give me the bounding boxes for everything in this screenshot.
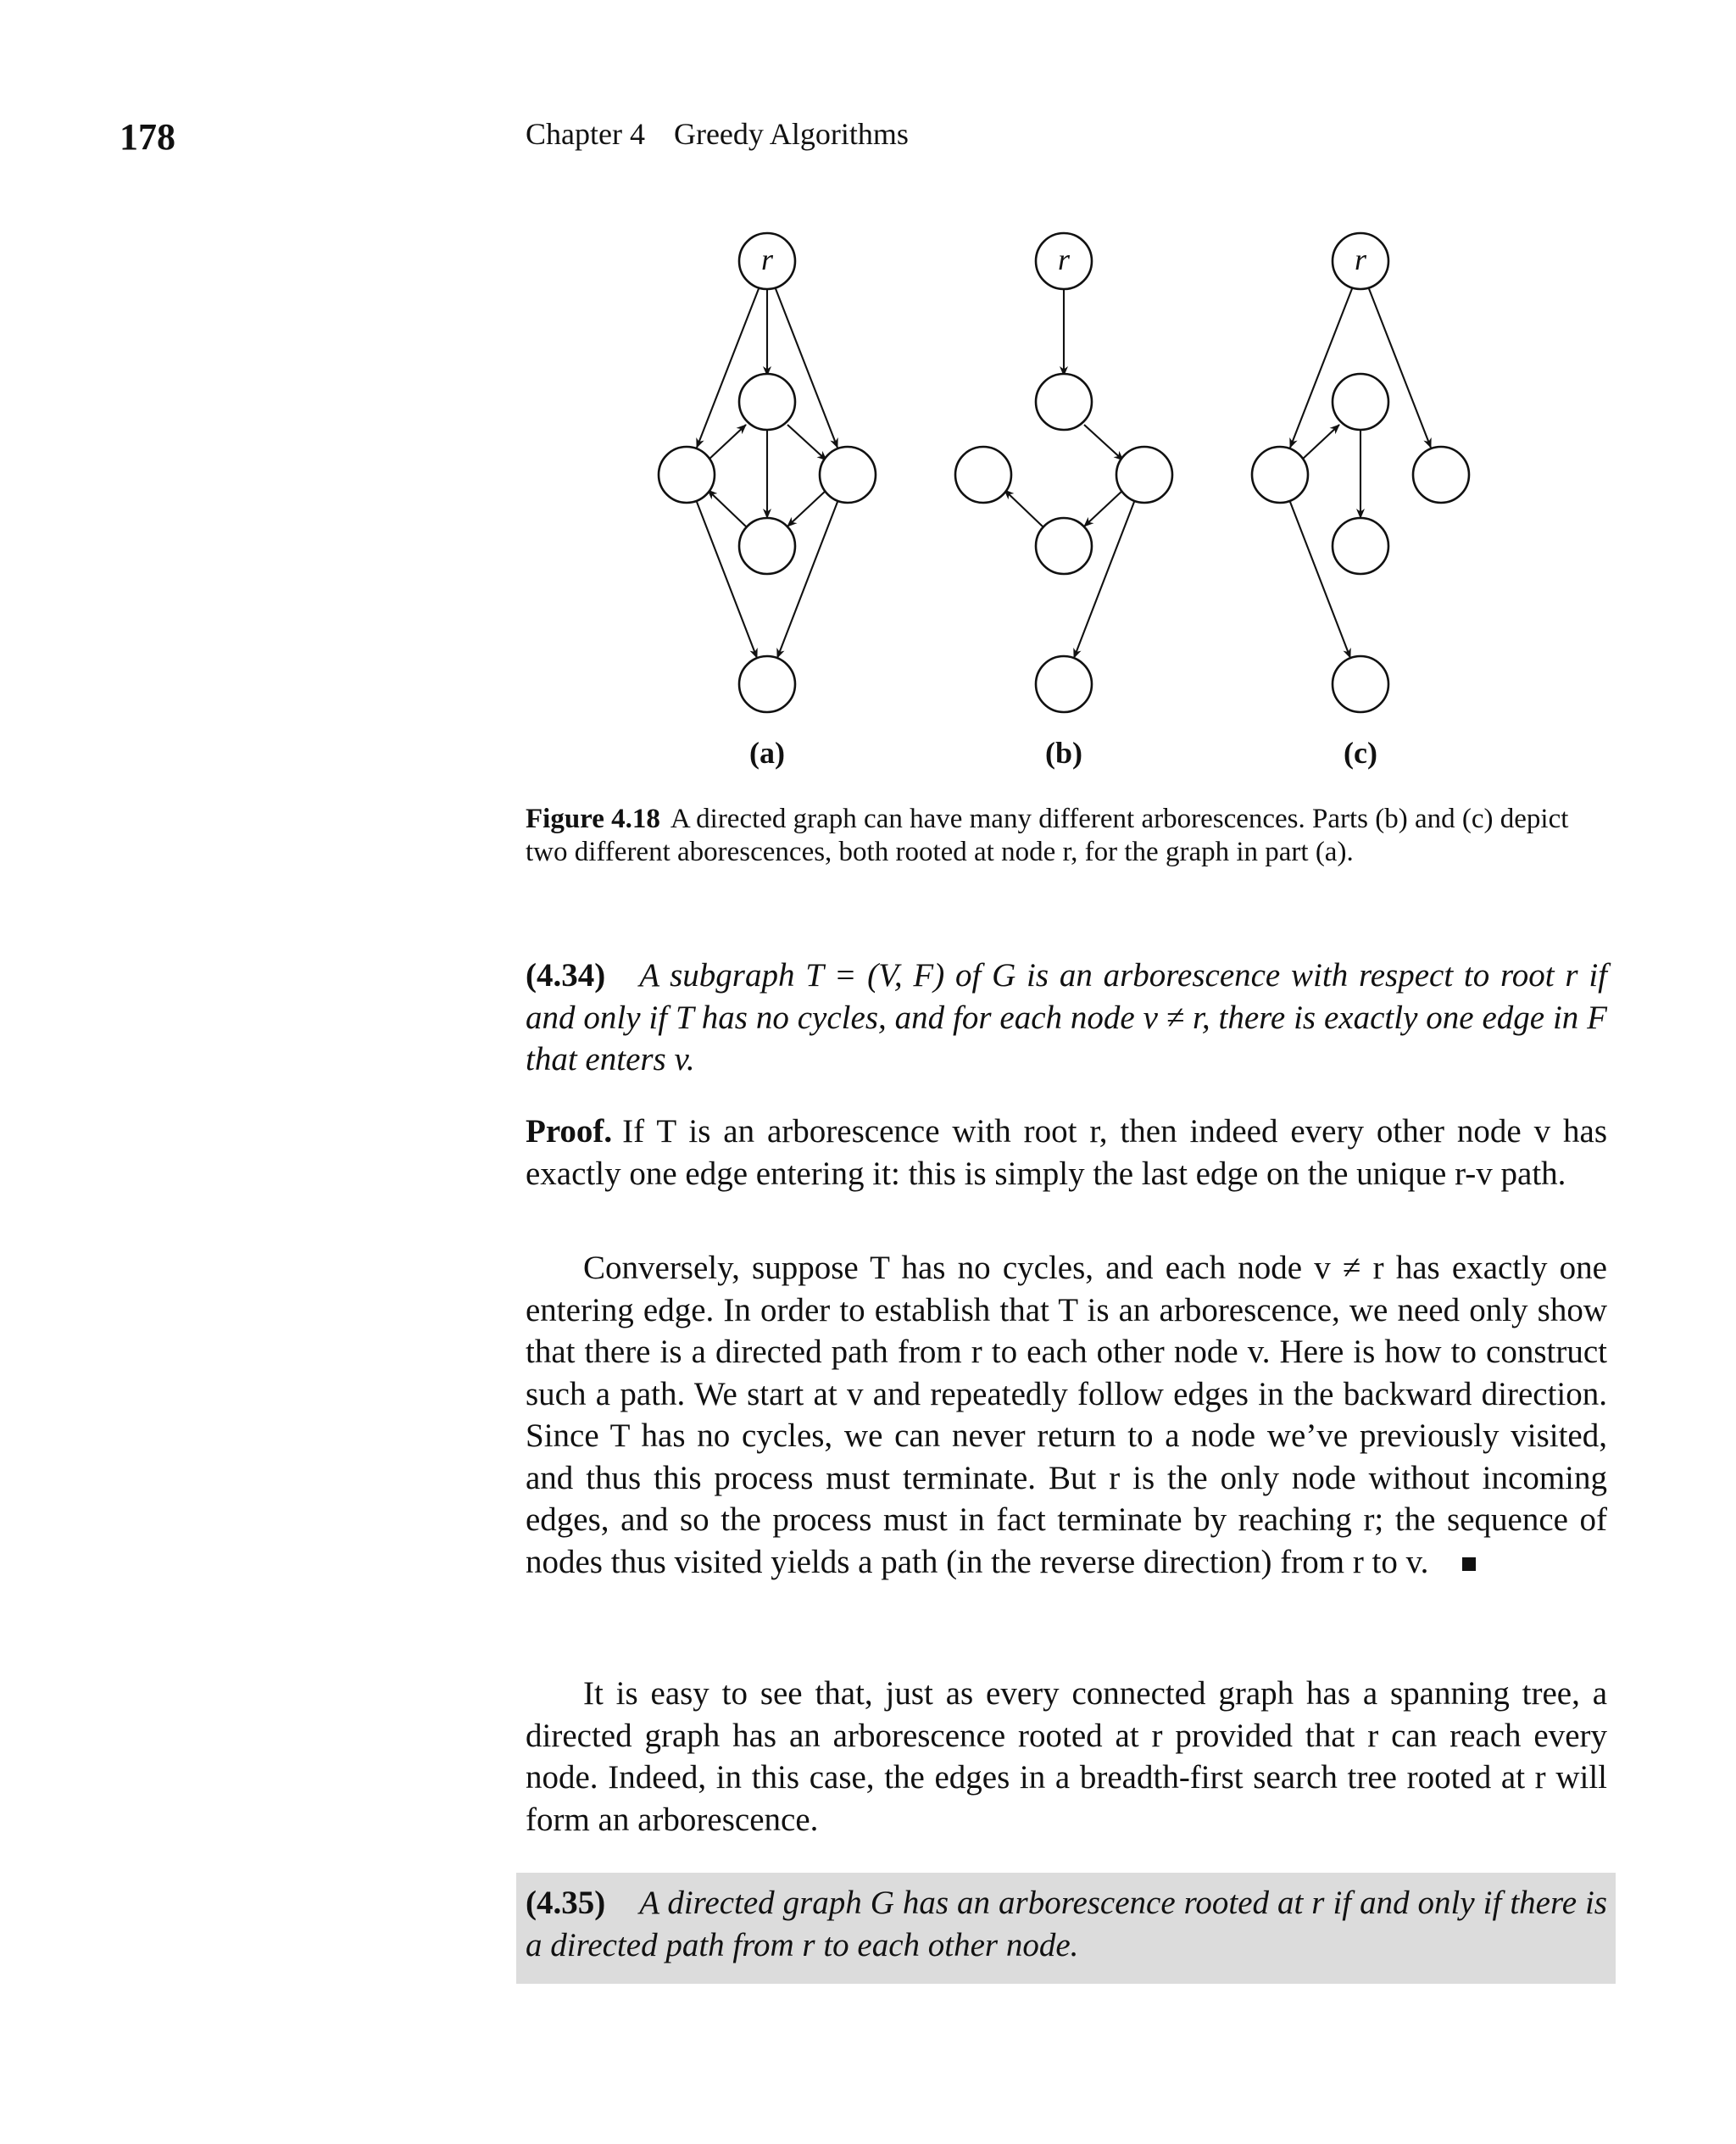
chapter-title: Greedy Algorithms <box>673 117 909 151</box>
node-c-left <box>1252 447 1308 503</box>
node-c-right <box>1413 447 1469 503</box>
statement-4-34-number: (4.34) <box>526 957 606 994</box>
node-a-right <box>820 447 876 503</box>
node-a-left <box>659 447 715 503</box>
node-b-left <box>955 447 1011 503</box>
node-c-top <box>1333 374 1388 430</box>
node-a-top <box>739 374 795 430</box>
page-number: 178 <box>120 116 175 158</box>
qed-square-icon <box>1462 1557 1476 1571</box>
panel-label-c: (c) <box>1344 736 1377 770</box>
proof-heading: Proof. <box>526 1113 613 1150</box>
proof-paragraph-1 <box>526 1111 1607 1195</box>
node-c-root-label: r <box>1354 242 1367 276</box>
figure-4-18 <box>0 0 1736 780</box>
figure-caption <box>526 803 1611 869</box>
node-a-sink <box>739 656 795 712</box>
edge-b-right-bottom <box>1084 490 1123 526</box>
edge-a-left-top <box>708 425 746 460</box>
figure-caption-label: Figure 4.18 <box>526 804 660 834</box>
edge-b-bottom-left <box>1004 490 1043 526</box>
edge-a-top-right <box>787 425 826 460</box>
statement-4-35 <box>526 1882 1607 1966</box>
statement-4-35-number: (4.35) <box>526 1885 606 1921</box>
statement-4-34 <box>526 955 1607 1081</box>
node-b-root-label: r <box>1057 242 1071 276</box>
statement-4-34-text: A subgraph T = (V, F) of G is an arborescence with respect to root r if and only if T has no cycles, and for each node v ≠ r, there is exactly one edge in F that enters v. <box>526 957 1607 1078</box>
chapter-label: Chapter 4 <box>526 117 645 151</box>
node-b-right <box>1116 447 1172 503</box>
node-b-top <box>1036 374 1092 430</box>
edge-a-bottom-left <box>708 490 746 526</box>
body-paragraph-text: It is easy to see that, just as every connected graph has a spanning tree, a directed graph has an arborescence rooted at r provided that r can reach every node. Indeed, in this case, the edges in a breadth-first search tree rooted at r will form an arborescence. <box>526 1675 1607 1838</box>
edge-b-top-right <box>1084 425 1123 460</box>
proof-paragraph-1-text: If T is an arborescence with root r, then indeed every other node v has exactly one edge entering it: this is simply the last edge on the unique r-v path. <box>526 1113 1607 1192</box>
panel-c-edges <box>1290 287 1431 658</box>
statement-4-35-text: A directed graph G has an arborescence rooted at r if and only if there is a directed path from r to each other node. <box>526 1885 1607 1963</box>
proof-paragraph-2 <box>526 1247 1607 1583</box>
node-c-sink <box>1333 656 1388 712</box>
proof-paragraph-2-text: Conversely, suppose T has no cycles, and each node v ≠ r has exactly one entering edge. In order to establish that T is an arborescence, we need only show that there is a directed path from r to each other node v. Here is how to construct such a path. We start at v and repeatedly follow edges in the backward direction. Since T has no cycles, we can never return to a node we’ve previously visited, and thus this process must terminate. But r is the only node without incoming edges, and so the process must in fact terminate by reaching r; the sequence of nodes thus visited yields a path (in the reverse direction) from r to v. <box>526 1250 1607 1580</box>
panel-label-a: (a) <box>749 736 785 770</box>
node-a-bottom <box>739 518 795 574</box>
body-paragraph <box>526 1673 1607 1840</box>
figure-caption-text: A directed graph can have many different arborescences. Parts (b) and (c) depict two different aborescences, both rooted at node r, for the graph in part (a). <box>526 804 1569 867</box>
edge-c-left-top <box>1301 425 1339 460</box>
node-b-bottom <box>1036 518 1092 574</box>
edge-a-right-bottom <box>787 490 826 526</box>
panel-label-b: (b) <box>1045 736 1082 770</box>
node-b-sink <box>1036 656 1092 712</box>
panel-a-edges <box>697 287 837 658</box>
node-c-bottom <box>1333 518 1388 574</box>
node-a-root-label: r <box>760 242 774 276</box>
panel-b-edges <box>1004 289 1134 658</box>
